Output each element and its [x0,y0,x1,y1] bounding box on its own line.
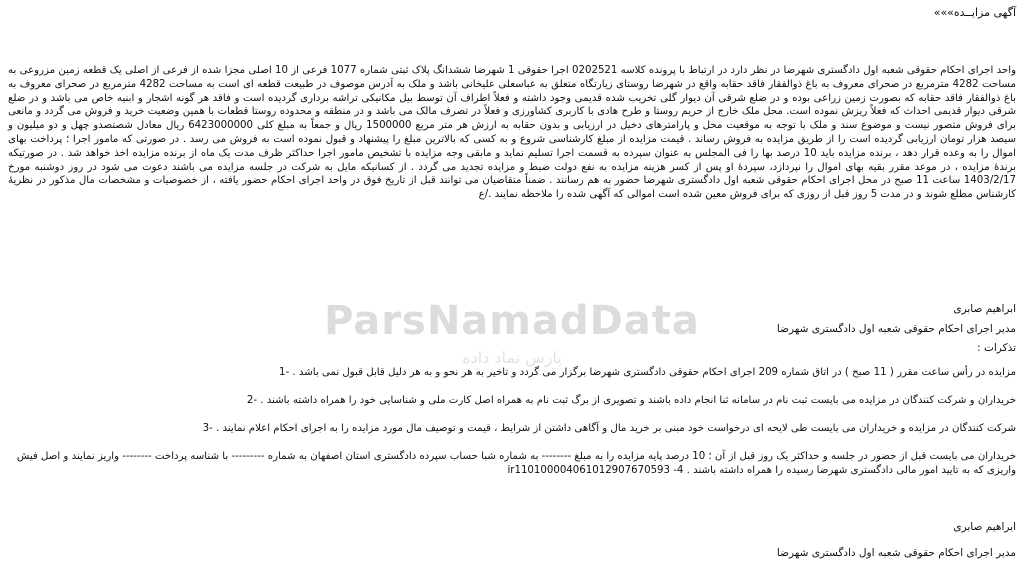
signatory-name: ابراهیم صابری [953,303,1016,315]
note-item: خریداران و شرکت کنندگان در مزایده می بایست ثبت نام در سامانه ثنا انجام داده باشند و تصویری از برگ ثبت نام به همراه اصل کارت ملی و شناسایی خود را همراه داشته باشند . -2 [246,395,1016,406]
notice-body: واحد اجرای احکام حقوقی شعبه اول دادگستری شهرضا در نظر دارد در ارتباط با پرونده کلاسه 0202521 اجرا حقوقی 1 شهرضا ششدانگ پلاک ثبتی شماره 1077 فرعی از 10 اصلی مجزا شده از فرعی از اصلی یک قطعه زمین مزروعی به مساحت 4282 مترمربع در صحرای معروف به باغ ذوالفقار فاقد حقابه واقع در شهرضا روستای زیارتگاه متعلق به عباسعلی علیخانی باشد و ملک به آدرس موصوف در طبیعت قطعه ای است به مساحت 4282 مترمربع در صحرای معروف به باغ ذوالفقار فاقد حقابه که بصورت زمین زراعی بوده و در ضلع شرقی آن دیوار گلی تخریب شده قدیمی وجود داشته و فعلاً اطراف آن توسط بیل مکانیکی تراشه برداری گردیده است و فاقد هر گونه اشجار و ابنیه خاص می باشد و در ضلع شرقی دیوار قدیمی احداث که فعلاً ریزش نموده است. محل ملک خارج از حریم روستا و طرح هادی با کاربری کشاورزی و فعلاً در تصرف مالک می باشد و در منطقه و محدوده روستا قطعات با همین وضعیت خرید و فروش می گردد و مانعی برای فروش متصور نیست و موضوع سند و ملک با توجه به موقعیت محل و پارامترهای دخیل در ارزیابی و بدون حقابه به ارزش هر متر مربع 1500000 ریال و جمعاً به مبلغ کلی 6423000000 ریال معادل شصتصدو چهل و دو میلیون و سیصد هزار تومان ارزیابی گردیده است را از طریق مزایده به فروش رساند . قیمت مزایده از مبلغ کارشناسی شروع و به کسی که بالاترین مبلغ را پیشنهاد و قبول نموده است به فروش می رسد . در صورتی که مامور اجرا ؛ پرداخت بهای اموال را به وعده قرار دهد ، برنده مزایده باید 10 درصد بها را فی المجلس به عنوان سپرده به قسمت اجرا تسلیم نماید و مابقی وجه مزایده با تشخیص مامور اجرا حداکثر ظرف مدت یک ماه از برنده مزایده اخذ خواهد شد . در صورتیکه برندۀ مزایده ، در موعد مقرر بقیه بهای اموال را نپردازد، سپردۀ او پس از کسر هزینه مزایده به نفع دولت ضبط و مزایده تجدید می گردد . از کسانیکه مایل به شرکت در جلسه مزایده می باشند دعوت می شود در روز دوشنبه مورخ 1403/2/17 ساعت 11 صبح در محل اجرای احکام حقوقی شعبه اول دادگستری شهرضا حضور به هم رسانند . ضمناً متقاضیان می توانند قبل از تاریخ فوق در واحد اجرای احکام حضور یافته ، از خصوصیات و مشخصات مال مذکور در نظریۀ کارشناس مطلع شوند و در مدت 5 روز قبل از روزی که برای فروش معین شده است اموالی که آگهی شده را ملاحظه نمایند ./ع [8,65,1017,201]
signatory-title-repeat: مدیر اجرای احکام حقوقی شعبه اول دادگستری شهرضا [776,547,1016,559]
watermark-subtext: پارس نماد داده [462,348,562,367]
signatory-title: مدیر اجرای احکام حقوقی شعبه اول دادگستری شهرضا [776,323,1016,335]
signatory-name-repeat: ابراهیم صابری [953,521,1016,533]
note-item: مزایده در رأس ساعت مقرر ( 11 صبح ) در اتاق شماره 209 اجرای احکام حقوقی دادگستری شهرضا برگزار می گردد و تاخیر به هر نحو و به هر دلیل قابل قبول نمی باشد . -1 [279,367,1016,378]
notice-title: آگهی مزایــده»»» [933,6,1016,19]
note-item: خریداران می بایست قبل از حضور در جلسه و حداکثر یک روز قبل از آن ؛ 10 درصد پایه مزایده را به مبلغ -------- به شماره شبا حساب سپرده دادگستری استان اصفهان به شماره --------- با شناسه پرداخت -------- واریز نمایند و اصل فیش واریزی که به تایید امور مالی دادگستری شهرضا رسیده را همراه داشته باشند . ir110100004061012907670593 -4 [16,451,1016,476]
watermark-text: ParsNamadData [324,298,700,344]
notes-heading: تذکرات : [977,342,1016,354]
note-item: شرکت کنندگان در مزایده و خریداران می بایست طی لایحه ای درخواست خود مبنی بر خرید مال و آگاهی داشتن از شرایط ، قیمت و توصیف مال مورد مزایده را به اجرای احکام اعلام نمایند . -3 [202,423,1016,434]
